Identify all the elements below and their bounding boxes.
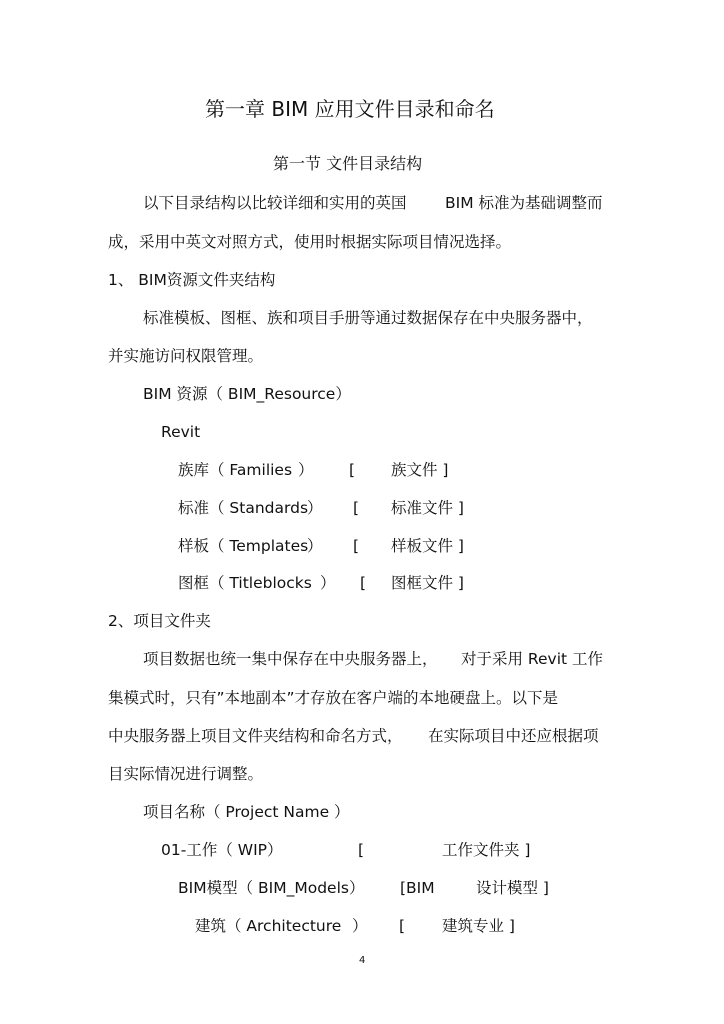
folder-families: 族库（ Families: [178, 461, 293, 479]
folder-titleblocks-bracket: [: [360, 574, 367, 592]
folder-titleblocks-desc: 图框文件 ]: [391, 574, 464, 592]
folder-bim-models-bracket: [BIM: [400, 879, 435, 897]
page-number: 4: [359, 955, 366, 966]
folder-root-bim-resource: BIM 资源（ BIM_Resource）: [143, 385, 351, 403]
folder-families-desc: 族文件 ]: [391, 461, 449, 479]
folder-standards-bracket: [: [353, 499, 360, 517]
folder-architecture-desc: 建筑专业 ]: [442, 917, 515, 935]
chapter-title: 第一章 BIM 应用文件目录和命名: [205, 97, 495, 121]
section2-para-line-3b: 在实际项目中还应根据项: [428, 727, 599, 745]
folder-templates-desc: 样板文件 ]: [391, 537, 464, 555]
folder-standards-desc: 标准文件 ]: [391, 499, 464, 517]
folder-wip-bracket: [: [358, 841, 365, 859]
section1-heading: 1、 BIM资源文件夹结构: [108, 271, 276, 289]
section1-para-line-1: 标准模板、图框、族和项目手册等通过数据保存在中央服务器中，: [143, 309, 593, 327]
section1-para-line-2: 并实施访问权限管理。: [108, 347, 264, 365]
section2-para-line-4: 目实际情况进行调整。: [108, 765, 264, 783]
folder-families-bracket: [: [349, 461, 356, 479]
folder-titleblocks: 图框（ Titleblocks: [178, 574, 312, 592]
folder-architecture: 建筑（ Architecture: [195, 917, 342, 935]
section-title: 第一节 文件目录结构: [273, 154, 423, 173]
folder-project-name: 项目名称（ Project Name ）: [143, 803, 350, 821]
folder-wip-desc: 工作文件夹 ]: [442, 841, 531, 859]
folder-templates: 样板（ Templates: [178, 537, 309, 555]
folder-bim-models-desc: 设计模型 ]: [476, 879, 549, 897]
intro-line-2: 成，采用中英文对照方式，使用时根据实际项目情况选择。: [108, 233, 512, 251]
section2-para-line-1a: 项目数据也统一集中保存在中央服务器上，: [143, 650, 438, 668]
intro-line-1a: 以下目录结构以比较详细和实用的英国: [143, 194, 407, 212]
folder-architecture-close: ）: [352, 917, 368, 935]
folder-revit: Revit: [161, 423, 201, 441]
section2-heading: 2、项目文件夹: [108, 612, 211, 630]
folder-bim-models: BIM模型（ BIM_Models）: [178, 879, 365, 897]
folder-templates-close: ）: [307, 537, 323, 555]
folder-wip: 01-工作（ WIP）: [161, 841, 283, 859]
folder-standards: 标准（ Standards: [178, 499, 309, 517]
section2-para-line-2: 集模式时，只有”本地副本”才存放在客户端的本地硬盘上。以下是: [108, 689, 559, 707]
folder-families-close: ）: [298, 461, 314, 479]
folder-titleblocks-close: ）: [320, 574, 336, 592]
folder-standards-close: ）: [307, 499, 323, 517]
section2-para-line-3a: 中央服务器上项目文件夹结构和命名方式，: [108, 727, 403, 745]
folder-architecture-bracket: [: [399, 917, 406, 935]
folder-templates-bracket: [: [353, 537, 360, 555]
section2-para-line-1b: 对于采用 Revit 工作: [461, 650, 604, 668]
intro-line-1b: BIM 标准为基础调整而: [445, 194, 603, 212]
